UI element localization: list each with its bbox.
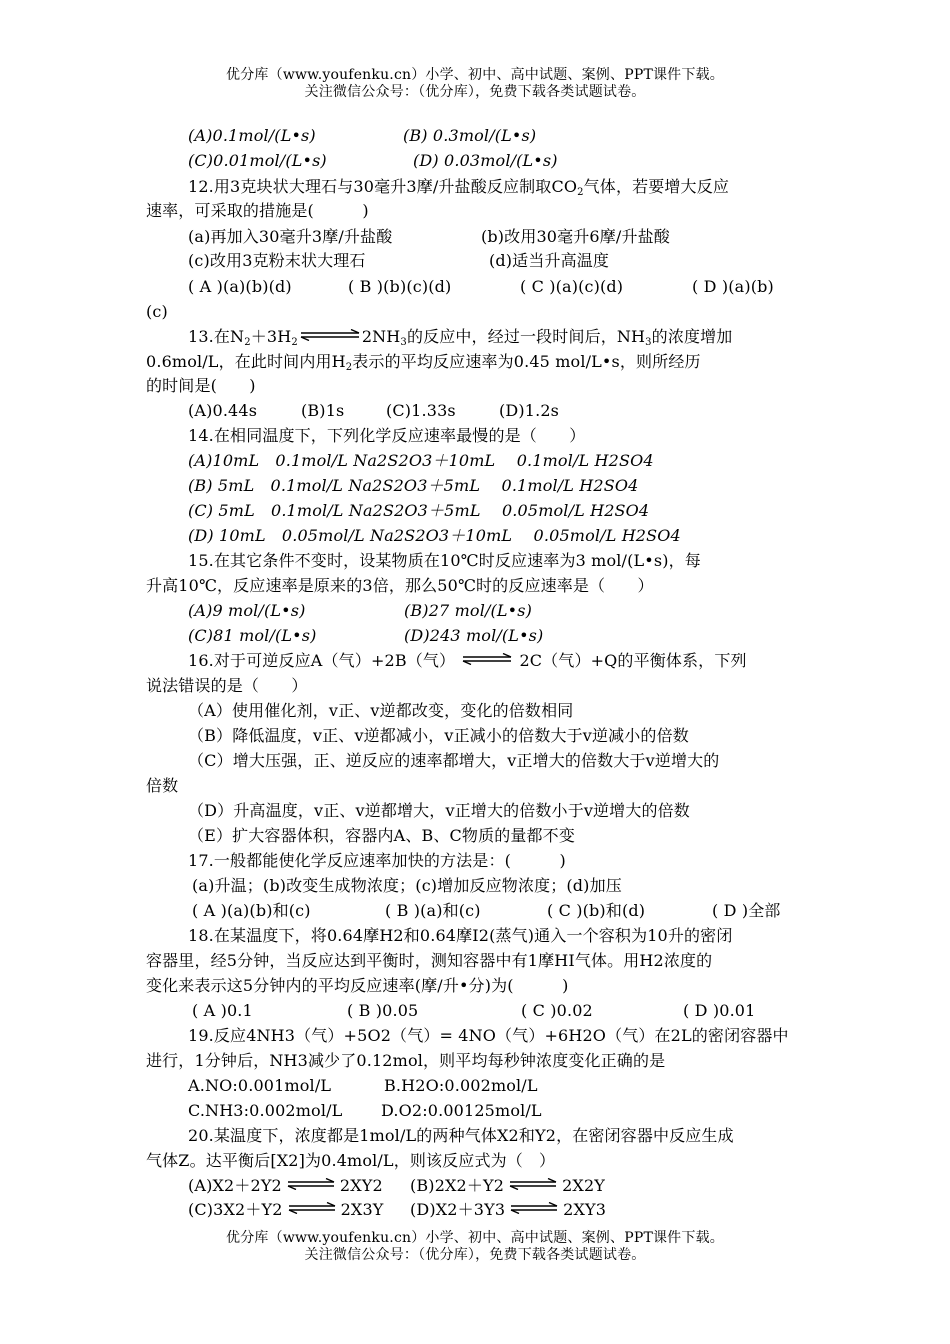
q17-choices: (a)升温；(b)改变生成物浓度；(c)增加反应物浓度；(d)加压 [192, 876, 622, 895]
equilibrium-arrow-icon [508, 1178, 558, 1190]
q12-answer-d-wrap: (c) [146, 302, 168, 321]
equilibrium-arrow-icon [299, 329, 361, 341]
q12-answer-c: ( C )(a)(c)(d) [520, 277, 624, 296]
q19-option-d: D.O2:0.00125mol/L [381, 1101, 542, 1120]
q16-option-a: （A）使用催化剂，v正、v逆都改变，变化的倍数相同 [188, 701, 574, 720]
q19-option-c: C.NH3:0.002mol/L [188, 1101, 343, 1120]
q20-option-a: (A)X2＋2Y2 2XY2 [188, 1176, 383, 1195]
equilibrium-arrow-icon [509, 1202, 559, 1214]
q13-stem-line-2: 0.6mol/L，在此时间内用$H_2$表示的平均反应速率为0.45 mol/L•s，则所经历 [146, 352, 701, 373]
q16-option-c: （C）增大压强，正、逆反应的速率都增大，v正增大的倍数大于v逆增大的 [188, 751, 720, 770]
q17-answer-a: ( A )(a)(b)和(c) [192, 901, 311, 920]
header-line-2: 关注微信公众号：（优分库），免费下载各类试题试卷。 [304, 84, 646, 100]
q14-option-c: (C) 5mL 0.1mol/L Na2S2O3＋5mL 0.05mol/L H2SO4 [188, 501, 650, 520]
q19-stem-line-2: 进行，1分钟后，NH3减少了0.12mol，则平均每秒钟浓度变化正确的是 [146, 1051, 666, 1070]
q18-stem-line-1: 18.在某温度下，将0.64摩H2和0.64摩I2(蒸气)通入一个容积为10升的密闭 [188, 926, 733, 945]
q16-stem-line-1: 16.对于可逆反应A（气）+2B（气） 2C（气）+Q的平衡体系，下列 [188, 651, 747, 670]
q15-option-c: (C)81 mol/(L•s) [188, 626, 317, 645]
q15-stem-line-1: 15.在其它条件不变时，设某物质在10℃时反应速率为3 mol/(L•s)，每 [188, 551, 701, 570]
q20-option-d: (D)X2＋3Y3 2XY3 [410, 1200, 607, 1219]
q11-option-a: (A)0.1mol/(L•s) [188, 126, 316, 145]
q18-stem-line-2: 容器里，经5分钟，当反应达到平衡时，测知容器中有1摩HI气体。用H2浓度的 [146, 951, 713, 970]
footer-line-1: 优分库（www.youfenku.cn）小学、初中、高中试题、案例、PPT课件下载。 [226, 1230, 724, 1246]
footer-line-2: 关注微信公众号：（优分库），免费下载各类试题试卷。 [304, 1247, 646, 1263]
q16-option-d: （D）升高温度，v正、v逆都增大，v正增大的倍数小于v逆增大的倍数 [188, 801, 690, 820]
header-line-1: 优分库（www.youfenku.cn）小学、初中、高中试题、案例、PPT课件下载。 [226, 67, 724, 83]
q18-option-a: ( A )0.1 [192, 1001, 253, 1020]
q19-option-b: B.H2O:0.002mol/L [384, 1076, 538, 1095]
q19-option-a: A.NO:0.001mol/L [188, 1076, 332, 1095]
q11-option-b: (B) 0.3mol/(L•s) [403, 126, 537, 145]
q17-stem: 17.一般都能使化学反应速率加快的方法是：( ) [188, 851, 566, 870]
q17-answer-b: ( B )(a)和(c) [385, 901, 481, 920]
q14-option-a: (A)10mL 0.1mol/L Na2S2O3＋10mL 0.1mol/L H2SO4 [188, 451, 654, 470]
q13-option-c: (C)1.33s [386, 401, 456, 420]
q12-stem-line-1: 12.用3克块状大理石与30毫升3摩/升盐酸反应制取$CO_2$气体，若要增大反应 [188, 177, 729, 198]
q15-option-a: (A)9 mol/(L•s) [188, 601, 306, 620]
q13-option-a: (A)0.44s [188, 401, 258, 420]
q13-stem-line-3: 的时间是( ) [146, 376, 256, 395]
q15-option-d: (D)243 mol/(L•s) [404, 626, 544, 645]
q11-option-c: (C)0.01mol/(L•s) [188, 151, 327, 170]
q16-stem-line-2: 说法错误的是（ ） [146, 676, 308, 695]
q14-option-b: (B) 5mL 0.1mol/L Na2S2O3＋5mL 0.1mol/L H2SO4 [188, 476, 639, 495]
q14-stem: 14.在相同温度下，下列化学反应速率最慢的是（ ） [188, 426, 586, 445]
q19-stem-line-1: 19.反应4NH3（气）+5O2（气）= 4NO（气）+6H2O（气）在2L的密闭容器中 [188, 1026, 789, 1045]
equilibrium-arrow-icon [461, 653, 513, 665]
q20-stem-line-1: 20.某温度下，浓度都是1mol/L的两种气体X2和Y2，在密闭容器中反应生成 [188, 1126, 734, 1145]
q18-option-c: ( C )0.02 [521, 1001, 593, 1020]
q20-option-c: (C)3X2＋Y2 2X3Y [188, 1200, 384, 1219]
q18-option-d: ( D )0.01 [683, 1001, 756, 1020]
page-footer [0, 1230, 950, 1264]
q18-option-b: ( B )0.05 [347, 1001, 419, 1020]
q12-choice-c: (c)改用3克粉末状大理石 [188, 251, 366, 270]
q14-option-d: (D) 10mL 0.05mol/L Na2S2O3＋10mL 0.05mol/L H2SO4 [188, 526, 681, 545]
q13-stem-line-1: 13.在$N_2+3H_2$ $2NH_3$的反应中，经过一段时间后，$NH_3$的浓度增加 [188, 327, 733, 348]
equilibrium-arrow-icon [286, 1178, 336, 1190]
equilibrium-arrow-icon [287, 1202, 337, 1214]
page-header [0, 67, 950, 101]
q12-choice-a: (a)再加入30毫升3摩/升盐酸 [188, 227, 393, 246]
q13-option-d: (D)1.2s [499, 401, 560, 420]
q12-choice-d: (d)适当升高温度 [489, 251, 610, 270]
q15-stem-line-2: 升高10℃，反应速率是原来的3倍，那么50℃时的反应速率是（ ） [146, 576, 654, 595]
q16-option-e: （E）扩大容器体积，容器内A、B、C物质的量都不变 [188, 826, 575, 845]
q16-option-c-wrap: 倍数 [146, 776, 179, 795]
q18-stem-line-3: 变化来表示这5分钟内的平均反应速率(摩/升•分)为( ) [146, 976, 569, 995]
q13-option-b: (B)1s [301, 401, 345, 420]
q12-answer-a: ( A )(a)(b)(d) [188, 277, 292, 296]
q16-option-b: （B）降低温度，v正、v逆都减小，v正减小的倍数大于v逆减小的倍数 [188, 726, 689, 745]
q11-option-d: (D) 0.03mol/(L•s) [413, 151, 558, 170]
q12-answer-b: ( B )(b)(c)(d) [348, 277, 452, 296]
q17-answer-c: ( C )(b)和(d) [547, 901, 646, 920]
q20-option-b: (B)2X2＋Y2 2X2Y [410, 1176, 606, 1195]
q12-stem-line-2: 速率，可采取的措施是( ) [146, 201, 369, 220]
q12-choice-b: (b)改用30毫升6摩/升盐酸 [481, 227, 670, 246]
q15-option-b: (B)27 mol/(L•s) [404, 601, 533, 620]
q12-answer-d: ( D )(a)(b) [692, 277, 774, 296]
q20-stem-line-2: 气体Z。达平衡后[X2]为0.4mol/L，则该反应式为（ ） [146, 1151, 556, 1170]
q17-answer-d: ( D )全部 [712, 901, 781, 920]
